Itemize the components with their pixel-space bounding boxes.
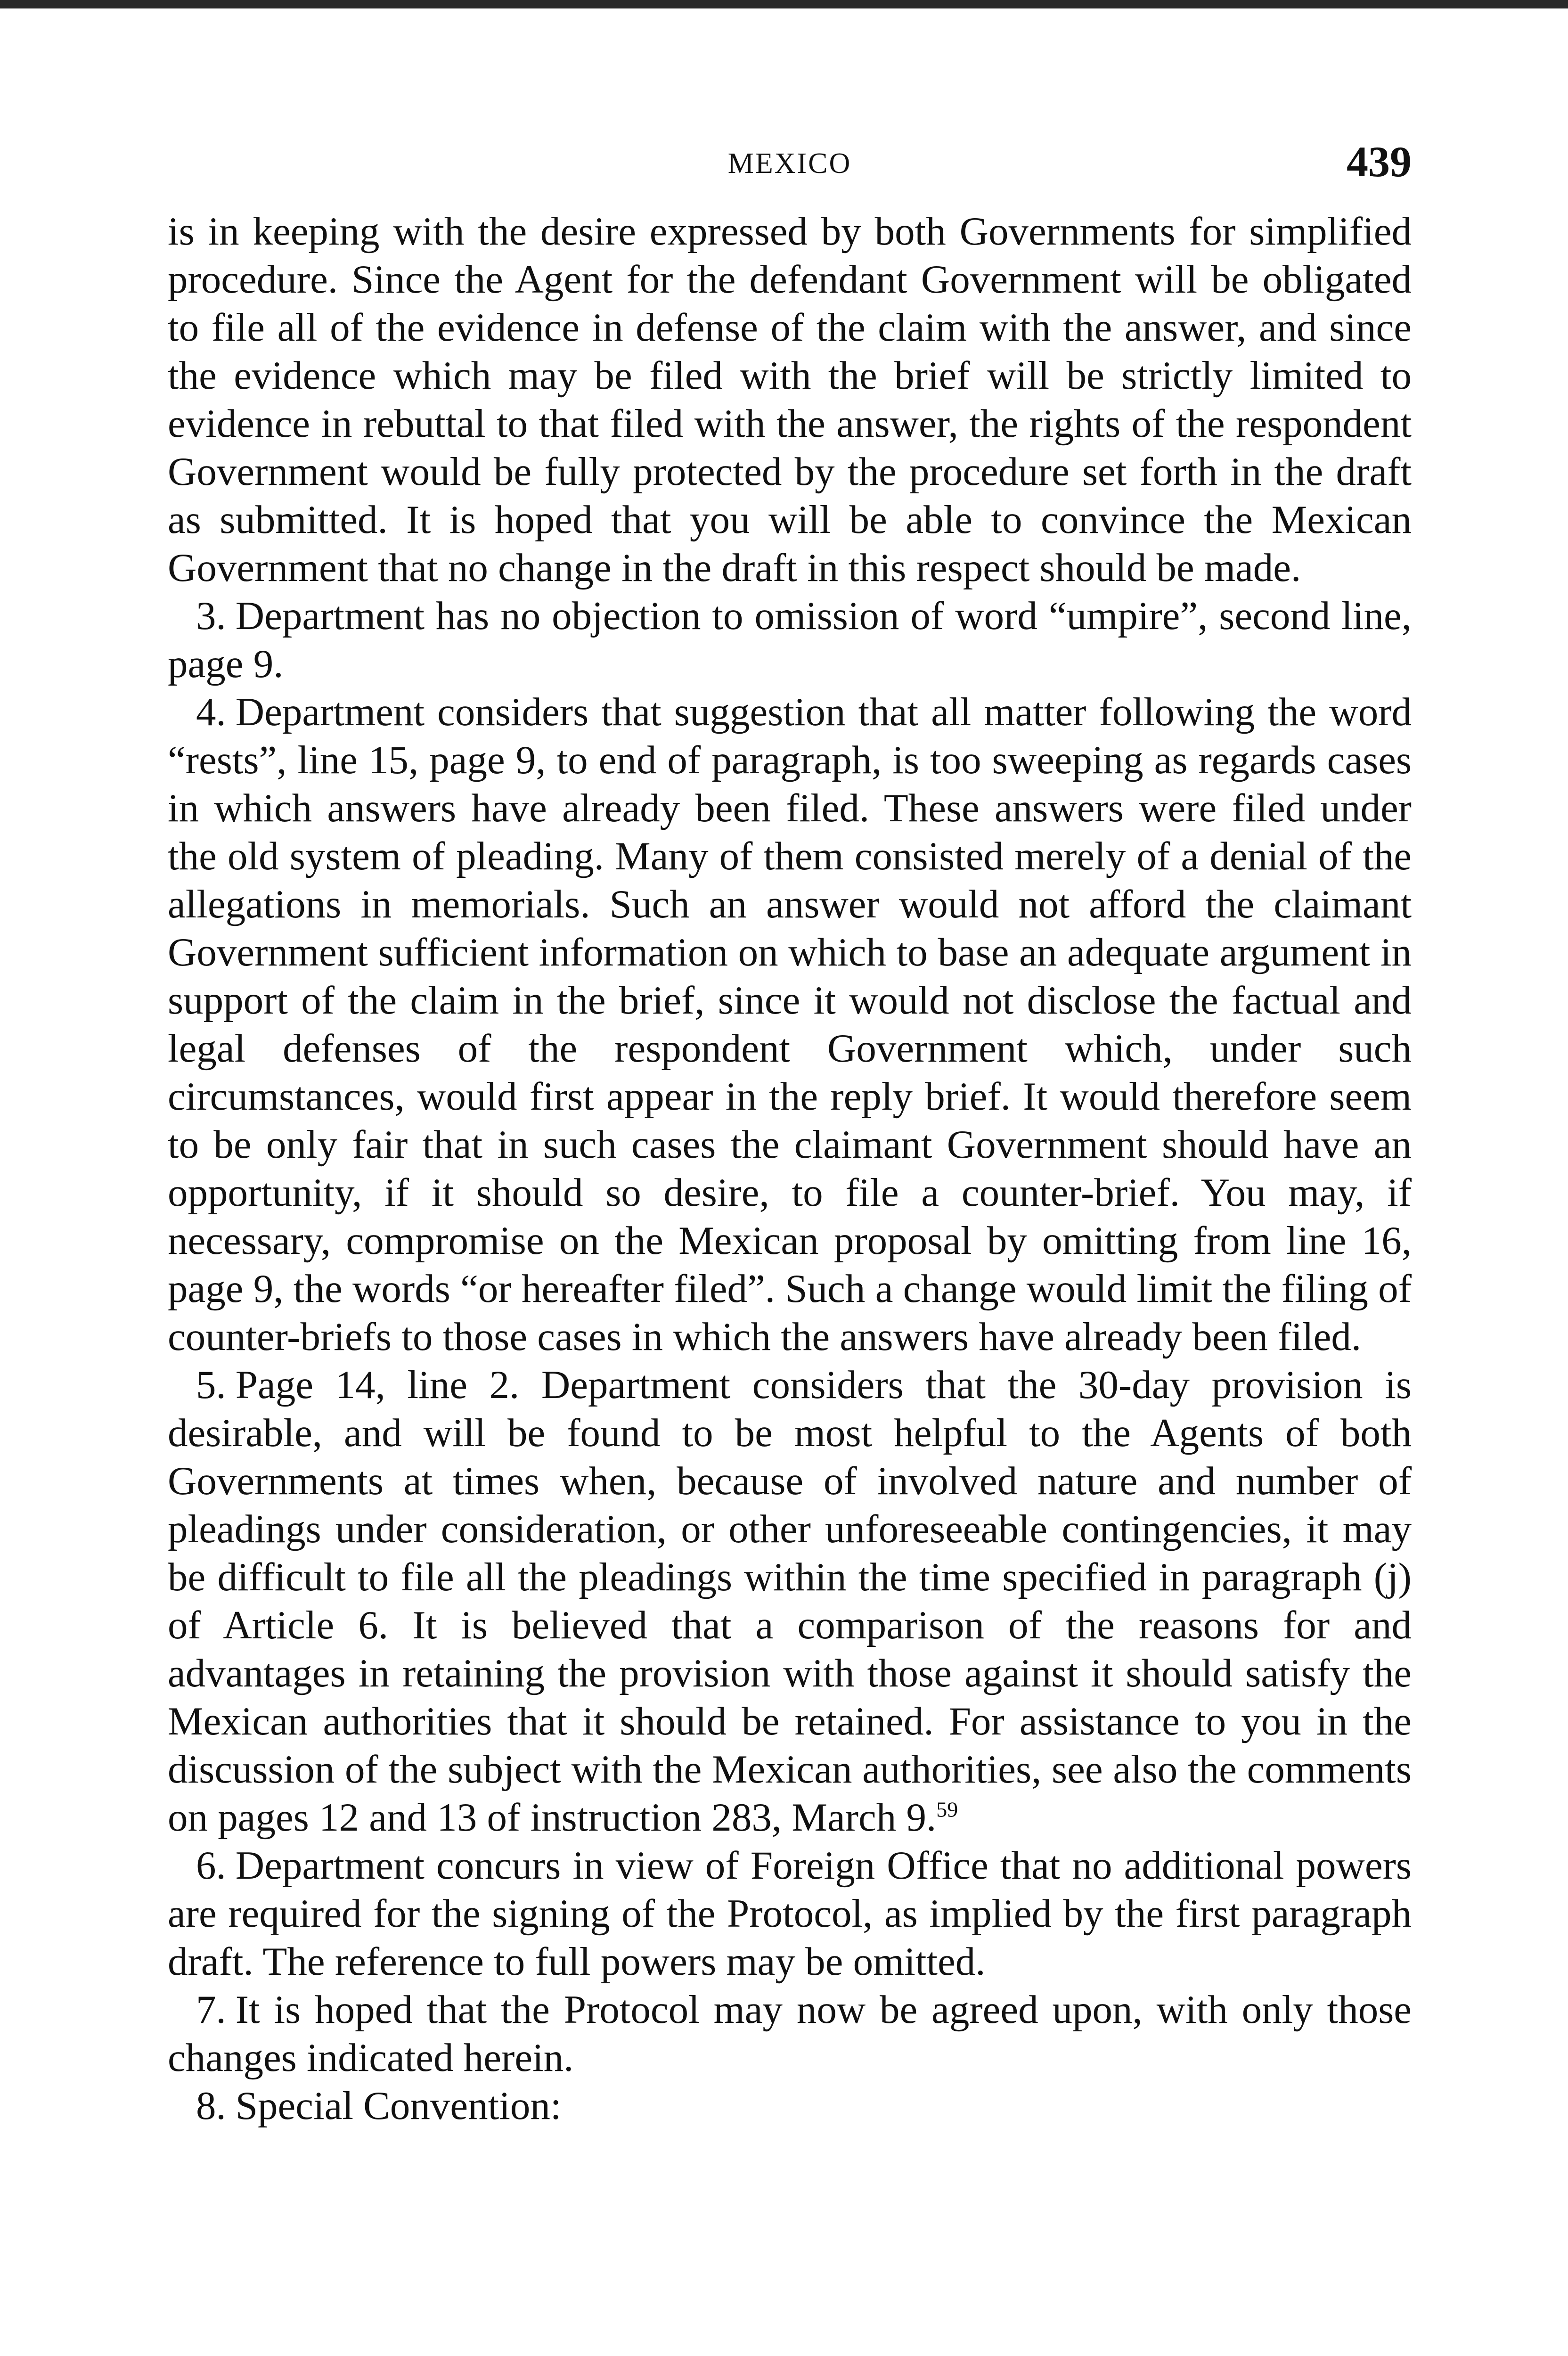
paragraph-item-3 <box>168 592 1412 688</box>
running-head <box>168 137 1412 188</box>
item-4-number: 4. <box>196 690 226 734</box>
item-5-number: 5. <box>196 1363 226 1407</box>
paragraph-item-7 <box>168 1986 1412 2082</box>
paragraph-item-6 <box>168 1841 1412 1986</box>
item-8-text: Special Convention: <box>235 2084 562 2128</box>
item-7-text: It is hoped that the Protocol may now be agreed upon, with only those changes indicated herein. <box>168 1988 1412 2080</box>
item-6-text: Department concurs in view of Foreign Office that no additional powers are required for the signing of the Protocol, as implied by the first paragraph draft. The reference to full powers may be omitted. <box>168 1843 1412 1984</box>
footnote-reference[interactable]: 59 <box>936 1797 958 1822</box>
paragraph-item-5 <box>168 1361 1412 1841</box>
item-4-text: Department considers that suggestion that all matter following the word “rests”, line 15, page 9, to end of paragraph, is too sweeping as regards cases in which answers have already been filed. These answers were filed under the old system of pleading. Many of them consisted merely of a denial of the allegations in memorials. Such an answer would not afford the claimant Government sufficient information on which to base an adequate argument in support of the claim in the brief, since it would not disclose the factual and legal defenses of the respondent Government which, under such circumstances, would first appear in the reply brief. It would therefore seem to be only fair that in such cases the claimant Government should have an opportunity, if it should so desire, to file a counter-brief. You may, if necessary, compromise on the Mexican proposal by omitting from line 16, page 9, the words “or hereafter filed”. Such a change would limit the filing of counter-briefs to those cases in which the answers have already been filed. <box>168 690 1412 1359</box>
paragraph-item-8 <box>168 2082 1412 2130</box>
item-7-number: 7. <box>196 1988 226 2032</box>
running-title: MEXICO <box>727 147 852 180</box>
body-text <box>168 207 1412 2130</box>
page-number: 439 <box>1347 138 1412 186</box>
item-6-number: 6. <box>196 1843 226 1888</box>
paragraph-item-4 <box>168 688 1412 1361</box>
item-3-text: Department has no objection to omission of word “umpire”, second line, page 9. <box>168 594 1412 686</box>
paragraph-continuation: is in keeping with the desire expressed by both Governments for simplified procedure. Since the Agent for the defendant Government will be obligated to file all of the evidence in defense of the claim with the answer, and since the evidence which may be filed with the brief will be strictly limited to evidence in rebuttal to that filed with the answer, the rights of the respondent Government would be fully protected by the procedure set forth in the draft as submitted. It is hoped that you will be able to convince the Mexican Government that no change in the draft in this respect should be made. <box>168 209 1412 590</box>
item-8-number: 8. <box>196 2084 226 2128</box>
item-3-number: 3. <box>196 594 226 638</box>
top-border-rule <box>0 0 1568 8</box>
item-5-text: Page 14, line 2. Department considers that the 30-day provision is desirable, and will be found to be most helpful to the Agents of both Governments at times when, because of involved nature and number of pleadings under consideration, or other unforeseeable contingencies, it may be difficult to file all the pleadings within the time specified in paragraph (j) of Article 6. It is believed that a comparison of the reasons for and advantages in retaining the provision with those against it should satisfy the Mexican authorities that it should be retained. For assistance to you in the discussion of the subject with the Mexican authorities, see also the comments on pages 12 and 13 of instruction 283, March 9. <box>168 1363 1412 1840</box>
